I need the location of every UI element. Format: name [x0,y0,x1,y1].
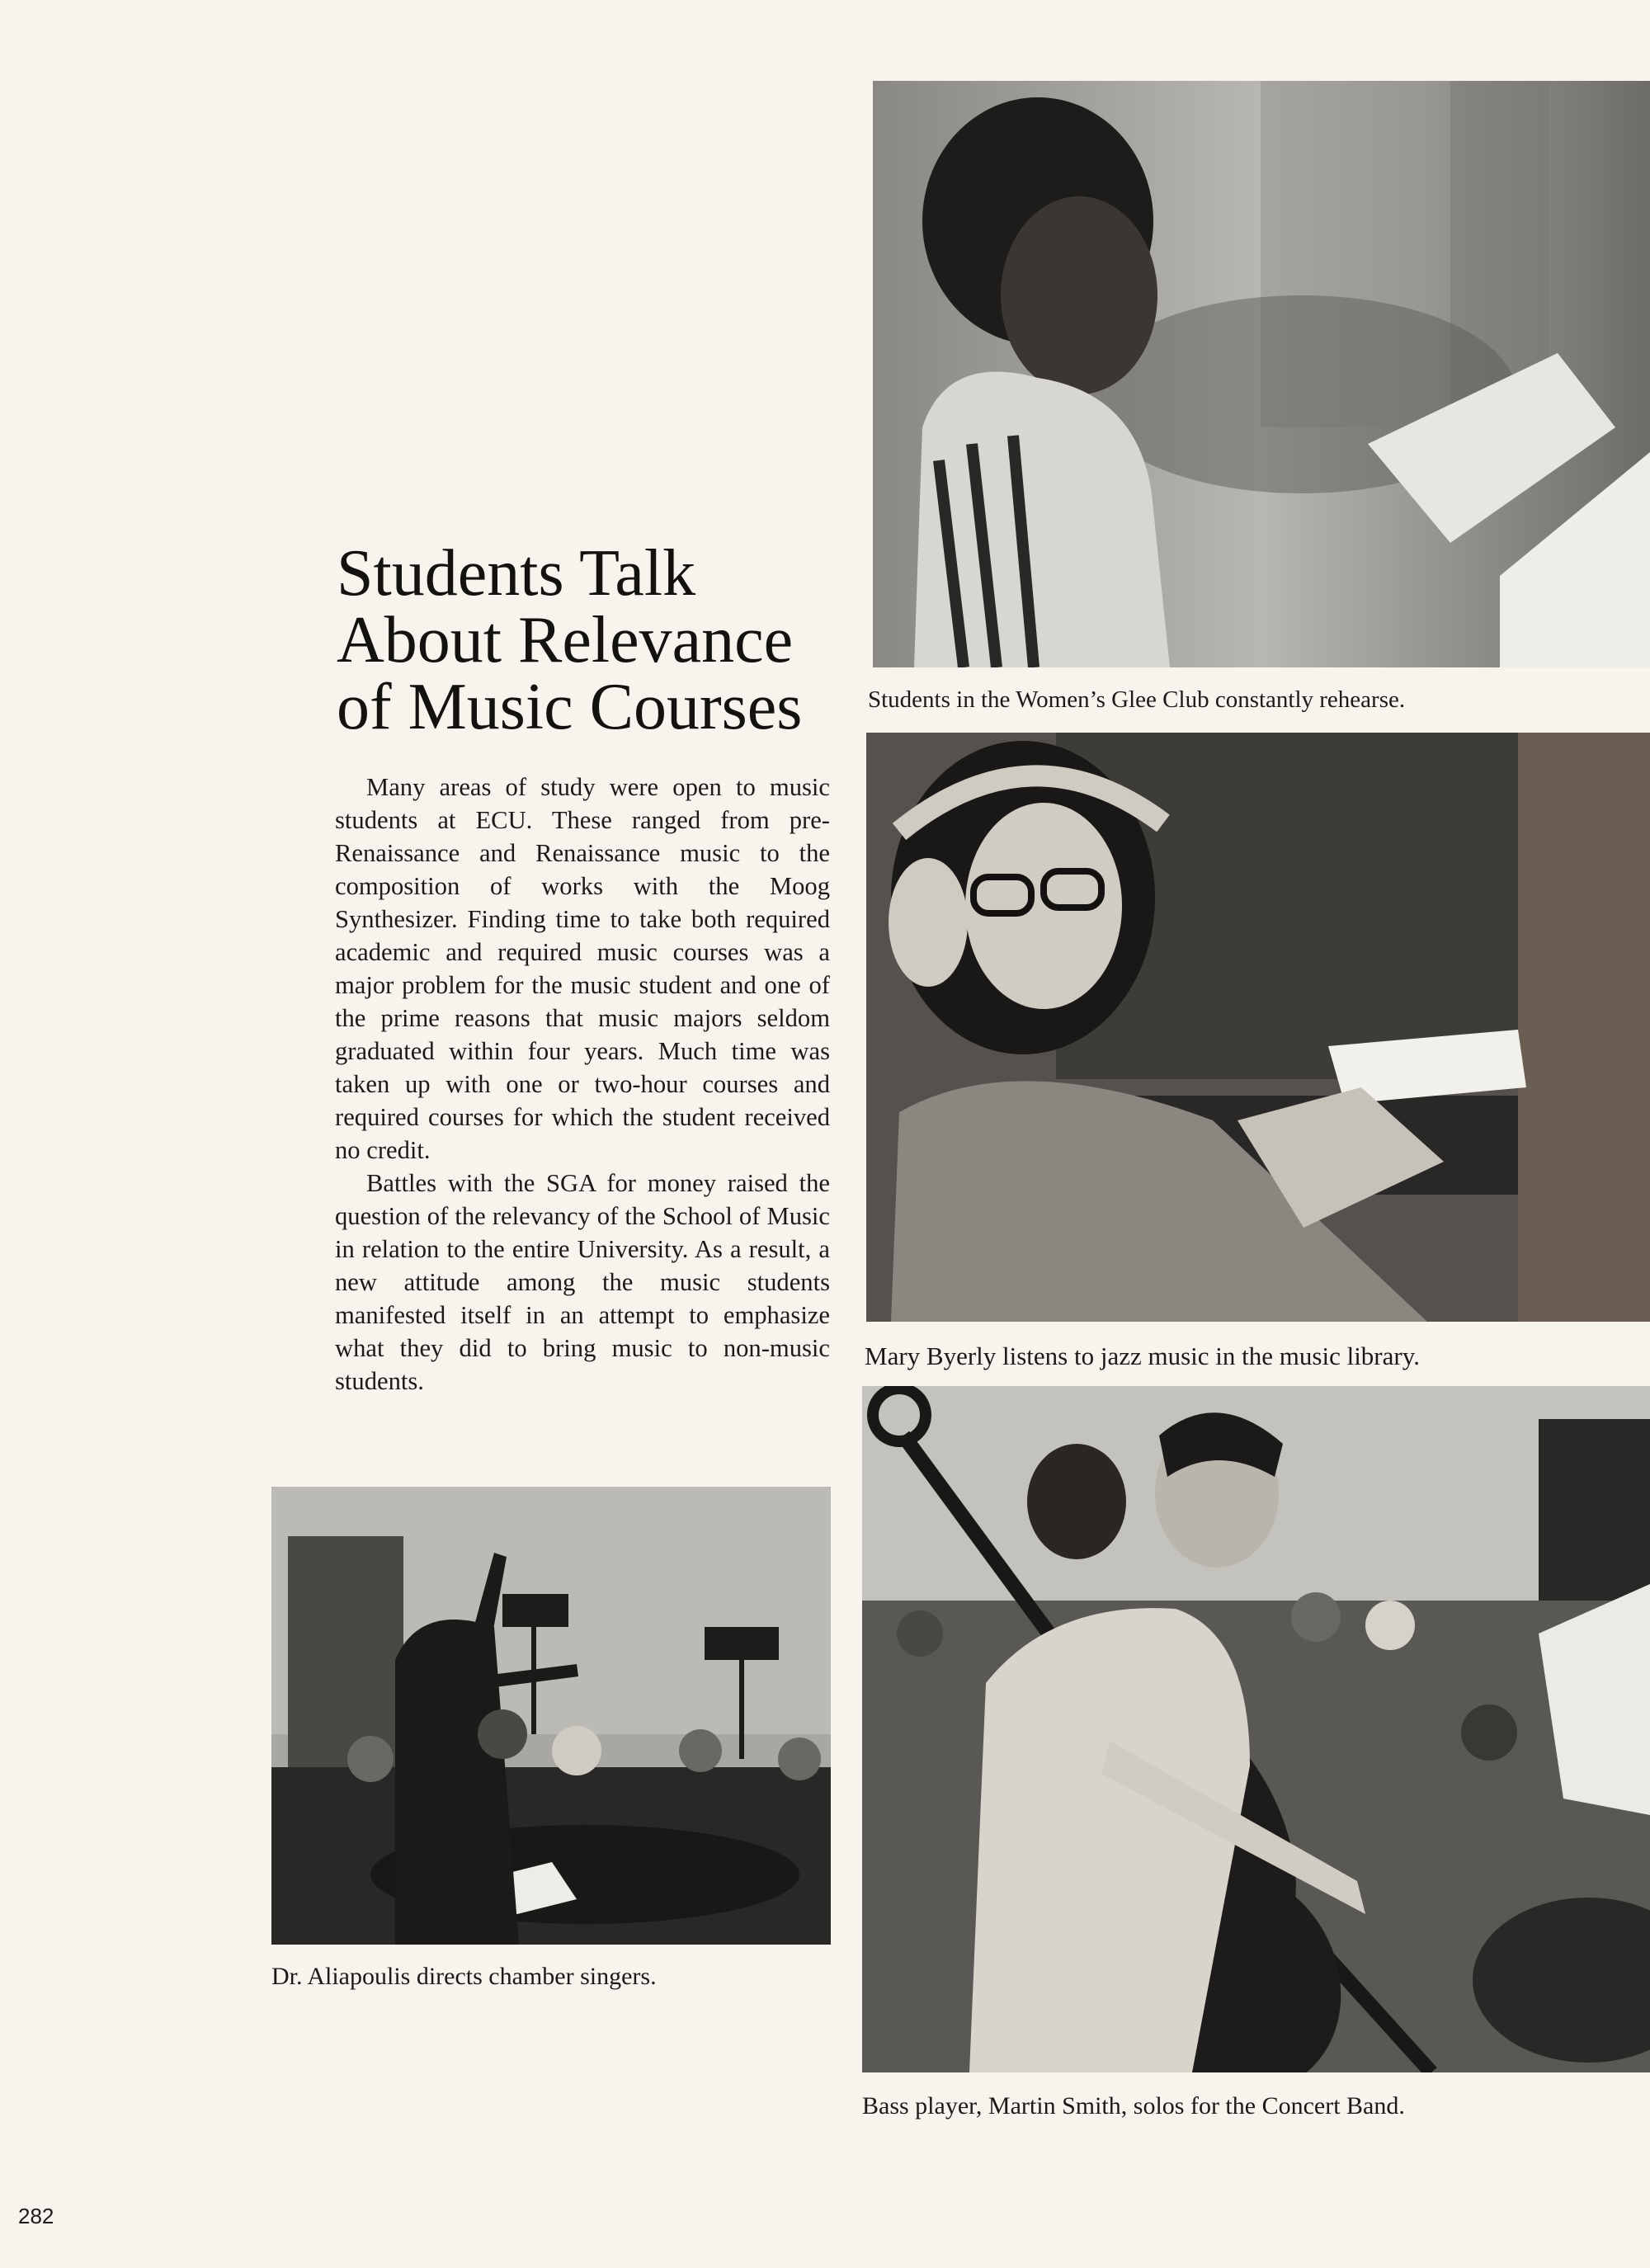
photo-chamber-singers [271,1487,831,1945]
photo-caption: Bass player, Martin Smith, solos for the Concert Band. [862,2092,1405,2119]
page-number: 282 [18,2204,54,2228]
article-body [335,771,830,1398]
article-headline [337,537,848,743]
photo-caption: Mary Byerly listens to jazz music in the music library. [865,1341,1420,1370]
article-paragraph: Many areas of study were open to music students at ECU. These ranged from pre-Renaissance and Renaissance music to the composition of works with the Moog Synthesizer. Finding time to take both required academic and required music courses was a major problem for the music student and one of the prime reasons that music majors seldom graduated within four years. Much time was taken up with one or two-hour courses and required courses for which the student received no credit. [335,773,830,1164]
article-paragraph: Battles with the SGA for money raised the question of the relevancy of the School of Music in relation to the entire University. As a result, a new attitude among the music students manifested itself in an attempt to emphasize what they did to bring music to non-music students. [335,1169,830,1395]
photo-concert-band [862,1386,1650,2072]
headline-line: Students Talk [337,537,696,610]
headline-line: About Relevance [337,604,794,677]
photo-glee-club [873,81,1650,667]
headline-line: of Music Courses [337,671,803,743]
photo-caption: Dr. Aliapoulis directs chamber singers. [271,1963,657,1990]
photo-caption: Students in the Women’s Glee Club constantly rehearse. [868,686,1406,713]
photo-music-library [866,733,1650,1322]
